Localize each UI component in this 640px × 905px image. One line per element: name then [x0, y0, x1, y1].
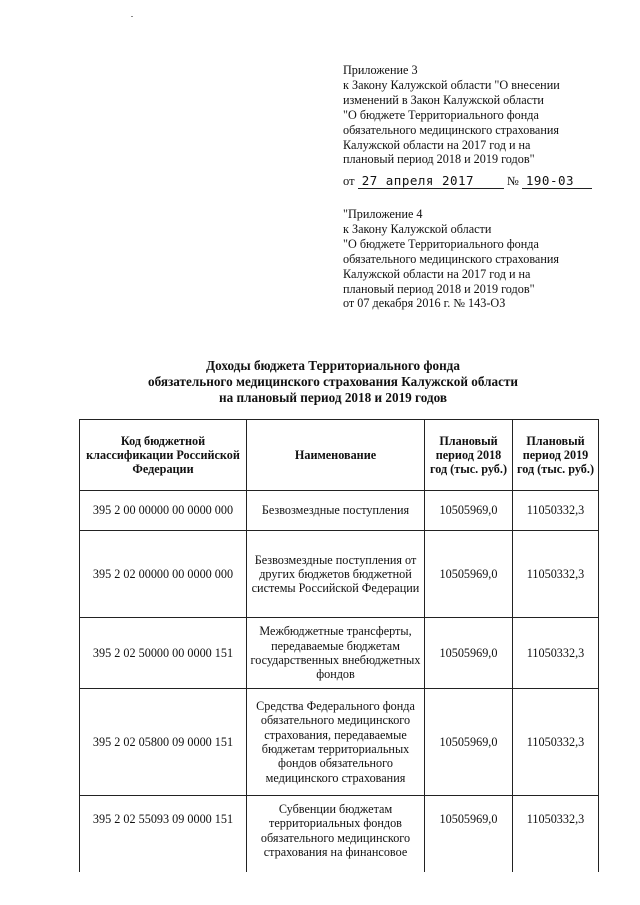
- document-title: [88, 358, 578, 406]
- row-value-2018: 10505969,0: [425, 618, 513, 689]
- appendix-4-line: "О бюджете Территориального фонда: [343, 236, 539, 251]
- title-line: обязательного медицинского страхования Калужской области: [147, 374, 519, 389]
- title-line: на плановый период 2018 и 2019 годов: [219, 390, 447, 405]
- row-code: 395 2 00 00000 00 0000 000: [80, 491, 247, 531]
- row-name: Безвозмездные поступления: [247, 491, 425, 531]
- table-row: [80, 531, 599, 618]
- row-value-2018: 10505969,0: [425, 491, 513, 531]
- row-code: 395 2 02 05800 09 0000 151: [80, 689, 247, 796]
- appendix-3-line: Приложение 3: [343, 63, 418, 77]
- row-value-2019: 11050332,3: [513, 491, 599, 531]
- law-date: 27 апреля 2017: [358, 174, 504, 189]
- law-number: 190-03: [522, 174, 592, 189]
- scan-speck: [131, 16, 133, 17]
- appendix-4-line: Калужской области на 2017 год и на: [343, 266, 531, 281]
- from-label: от: [343, 174, 355, 188]
- appendix-3-line: обязательного медицинского страхования: [343, 122, 559, 137]
- title-line: Доходы бюджета Территориального фонда: [206, 358, 460, 373]
- revenue-table: [79, 419, 599, 872]
- appendix-4-line: "Приложение 4: [343, 207, 423, 221]
- law-date-number: [343, 174, 592, 189]
- table-row: [80, 618, 599, 689]
- row-value-2018: 10505969,0: [425, 796, 513, 873]
- row-name: Субвенции бюджетам территориальных фондов обязательного медицинского страхования на финансовое: [247, 796, 425, 873]
- table-header-row: [80, 420, 599, 491]
- row-code: 395 2 02 55093 09 0000 151: [80, 796, 247, 873]
- row-name: Средства Федерального фонда обязательного медицинского страхования, передаваемые бюджетам территориальных фондов обязательного медицинского страхования: [247, 689, 425, 796]
- header-name: Наименование: [247, 420, 425, 491]
- appendix-4-line: обязательного медицинского страхования: [343, 251, 559, 266]
- appendix-3-line: "О бюджете Территориального фонда: [343, 107, 539, 122]
- appendix-3-line: к Закону Калужской области "О внесении: [343, 77, 560, 92]
- header-2018: Плановый период 2018 год (тыс. руб.): [425, 420, 513, 491]
- appendix-3-line: Калужской области на 2017 год и на: [343, 137, 531, 152]
- appendix-4-line: плановый период 2018 и 2019 годов": [343, 281, 535, 296]
- row-value-2019: 11050332,3: [513, 689, 599, 796]
- header-2019: Плановый период 2019 год (тыс. руб.): [513, 420, 599, 491]
- table-row: [80, 689, 599, 796]
- row-value-2018: 10505969,0: [425, 531, 513, 618]
- row-value-2019: 11050332,3: [513, 796, 599, 873]
- appendix-3-line: изменений в Закон Калужской области: [343, 92, 544, 107]
- appendix-4-line: от 07 декабря 2016 г. № 143-ОЗ: [343, 296, 506, 311]
- appendix-4-line: к Закону Калужской области: [343, 221, 492, 236]
- row-name: Межбюджетные трансферты, передаваемые бюджетам государственных внебюджетных фондов: [247, 618, 425, 689]
- table-row: [80, 491, 599, 531]
- row-code: 395 2 02 00000 00 0000 000: [80, 531, 247, 618]
- row-value-2019: 11050332,3: [513, 618, 599, 689]
- appendix-3-header: [343, 63, 560, 167]
- number-label: №: [506, 174, 519, 188]
- appendix-4-header: [343, 207, 559, 311]
- row-value-2019: 11050332,3: [513, 531, 599, 618]
- header-code: Код бюджетной классификации Российской Федерации: [80, 420, 247, 491]
- row-value-2018: 10505969,0: [425, 689, 513, 796]
- row-name: Безвозмездные поступления от других бюджетов бюджетной системы Российской Федерации: [247, 531, 425, 618]
- row-code: 395 2 02 50000 00 0000 151: [80, 618, 247, 689]
- appendix-3-line: плановый период 2018 и 2019 годов": [343, 152, 535, 167]
- table-row: [80, 796, 599, 873]
